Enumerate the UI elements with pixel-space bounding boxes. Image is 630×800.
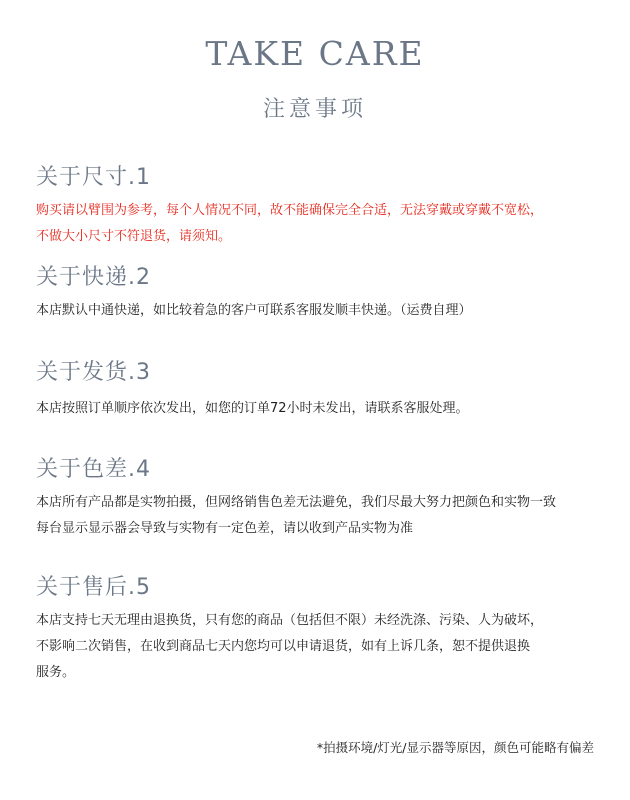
section-body-line: 本店按照订单顺序依次发出，如您的订单72小时未发出，请联系客服处理。 — [36, 401, 469, 416]
section-body-line: 每台显示显示器会导致与实物有一定色差，请以收到产品实物为准 — [36, 521, 414, 536]
section-body-size — [36, 198, 596, 250]
section-body-shipping — [36, 396, 596, 422]
section-body-line: 服务。 — [36, 665, 76, 680]
section-body-line: 本店所有产品都是实物拍摄，但网络销售色差无法避免，我们尽最大努力把颜色和实物一致 — [36, 495, 557, 510]
section-heading-after-sales: 关于售后.5 — [36, 575, 151, 600]
section-body-line: 购买请以臂围为参考，每个人情况不同，故不能确保完全合适，无法穿戴或穿戴不宽松， — [36, 203, 544, 218]
section-body-after-sales — [36, 608, 596, 686]
section-body-line: 本店支持七天无理由退换货，只有您的商品（包括但不限）未经洗涤、污染、人为破坏， — [36, 613, 544, 628]
page-title-en: TAKE CARE — [205, 34, 425, 73]
section-body-color — [36, 490, 596, 542]
section-body-line: 不影响二次销售，在收到商品七天内您均可以申请退货，如有上诉几条，恕不提供退换 — [36, 639, 531, 654]
section-body-line: 本店默认中通快递，如比较着急的客户可联系客服发顺丰快递。（运费自理） — [36, 303, 472, 318]
section-heading-delivery: 关于快递.2 — [36, 265, 151, 290]
page-title-cn: 注意事项 — [262, 97, 367, 122]
footnote: *拍摄环境/灯光/显示器等原因，颜色可能略有偏差 — [316, 740, 594, 755]
section-heading-color: 关于色差.4 — [36, 457, 151, 482]
section-heading-size: 关于尺寸.1 — [36, 165, 151, 190]
section-heading-shipping: 关于发货.3 — [36, 360, 151, 385]
section-body-delivery — [36, 298, 596, 324]
section-body-line: 不做大小尺寸不符退货，请须知。 — [36, 229, 232, 244]
